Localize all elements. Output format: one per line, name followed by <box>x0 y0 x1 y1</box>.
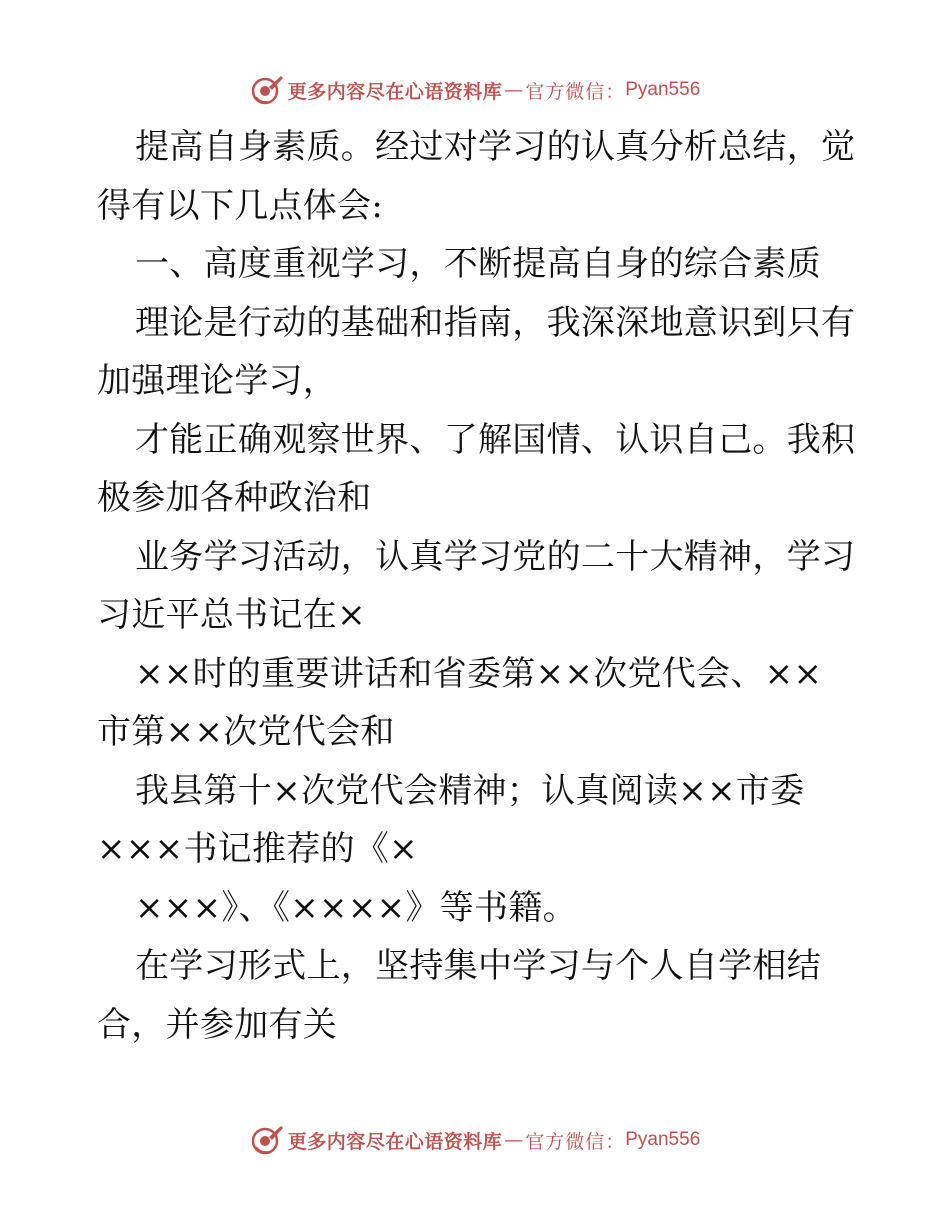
text-line: 提高自身素质。经过对学习的认真分析总结，觉 <box>135 127 856 167</box>
banner-wechat-label: 官方微信： <box>525 80 626 103</box>
header-watermark-banner <box>0 70 950 110</box>
text-line: 业务学习活动，认真学习党的二十大精神，学习 <box>135 536 856 577</box>
text-line: 理论是行动的基础和指南，我深深地意识到只有 <box>135 302 856 343</box>
text-line: 才能正确观察世界、了解国情、认识自己。我积 <box>135 419 856 460</box>
text-line: 一、高度重视学习，不断提高自身的综合素质 <box>135 244 821 284</box>
footer-watermark-banner <box>0 1120 950 1160</box>
text-line: 市第××次党代会和 <box>97 712 395 752</box>
banner-wechat-id: Pyan556 <box>625 79 701 100</box>
text-line: ××时的重要讲话和省委第××次党代会、×× <box>135 653 823 694</box>
banner-wechat-label: 官方微信： <box>525 1130 626 1153</box>
banner-main-text: 更多内容尽在心语资料库 <box>287 80 503 103</box>
text-line: ×××书记推荐的《× <box>97 829 418 869</box>
banner-wechat-id: Pyan556 <box>625 1129 701 1150</box>
pen-logo-icon <box>250 73 284 107</box>
text-line: 得有以下几点体会: <box>97 185 384 226</box>
document-body <box>97 118 857 1054</box>
text-line: 习近平总书记在× <box>97 595 366 635</box>
text-line: ×××》、《××××》等书籍。 <box>135 887 577 928</box>
text-line: 合，并参加有关 <box>97 1004 338 1045</box>
banner-separator: — <box>504 79 524 101</box>
banner-main-text: 更多内容尽在心语资料库 <box>287 1130 503 1153</box>
text-line: 我县第十×次党代会精神；认真阅读××市委 <box>135 770 805 811</box>
text-line: 在学习形式上，坚持集中学习与个人自学相结 <box>135 946 821 986</box>
text-line: 加强理论学习， <box>97 361 338 401</box>
banner-separator: — <box>504 1129 524 1151</box>
pen-logo-icon <box>250 1123 284 1157</box>
text-line: 极参加各种政治和 <box>97 478 372 518</box>
